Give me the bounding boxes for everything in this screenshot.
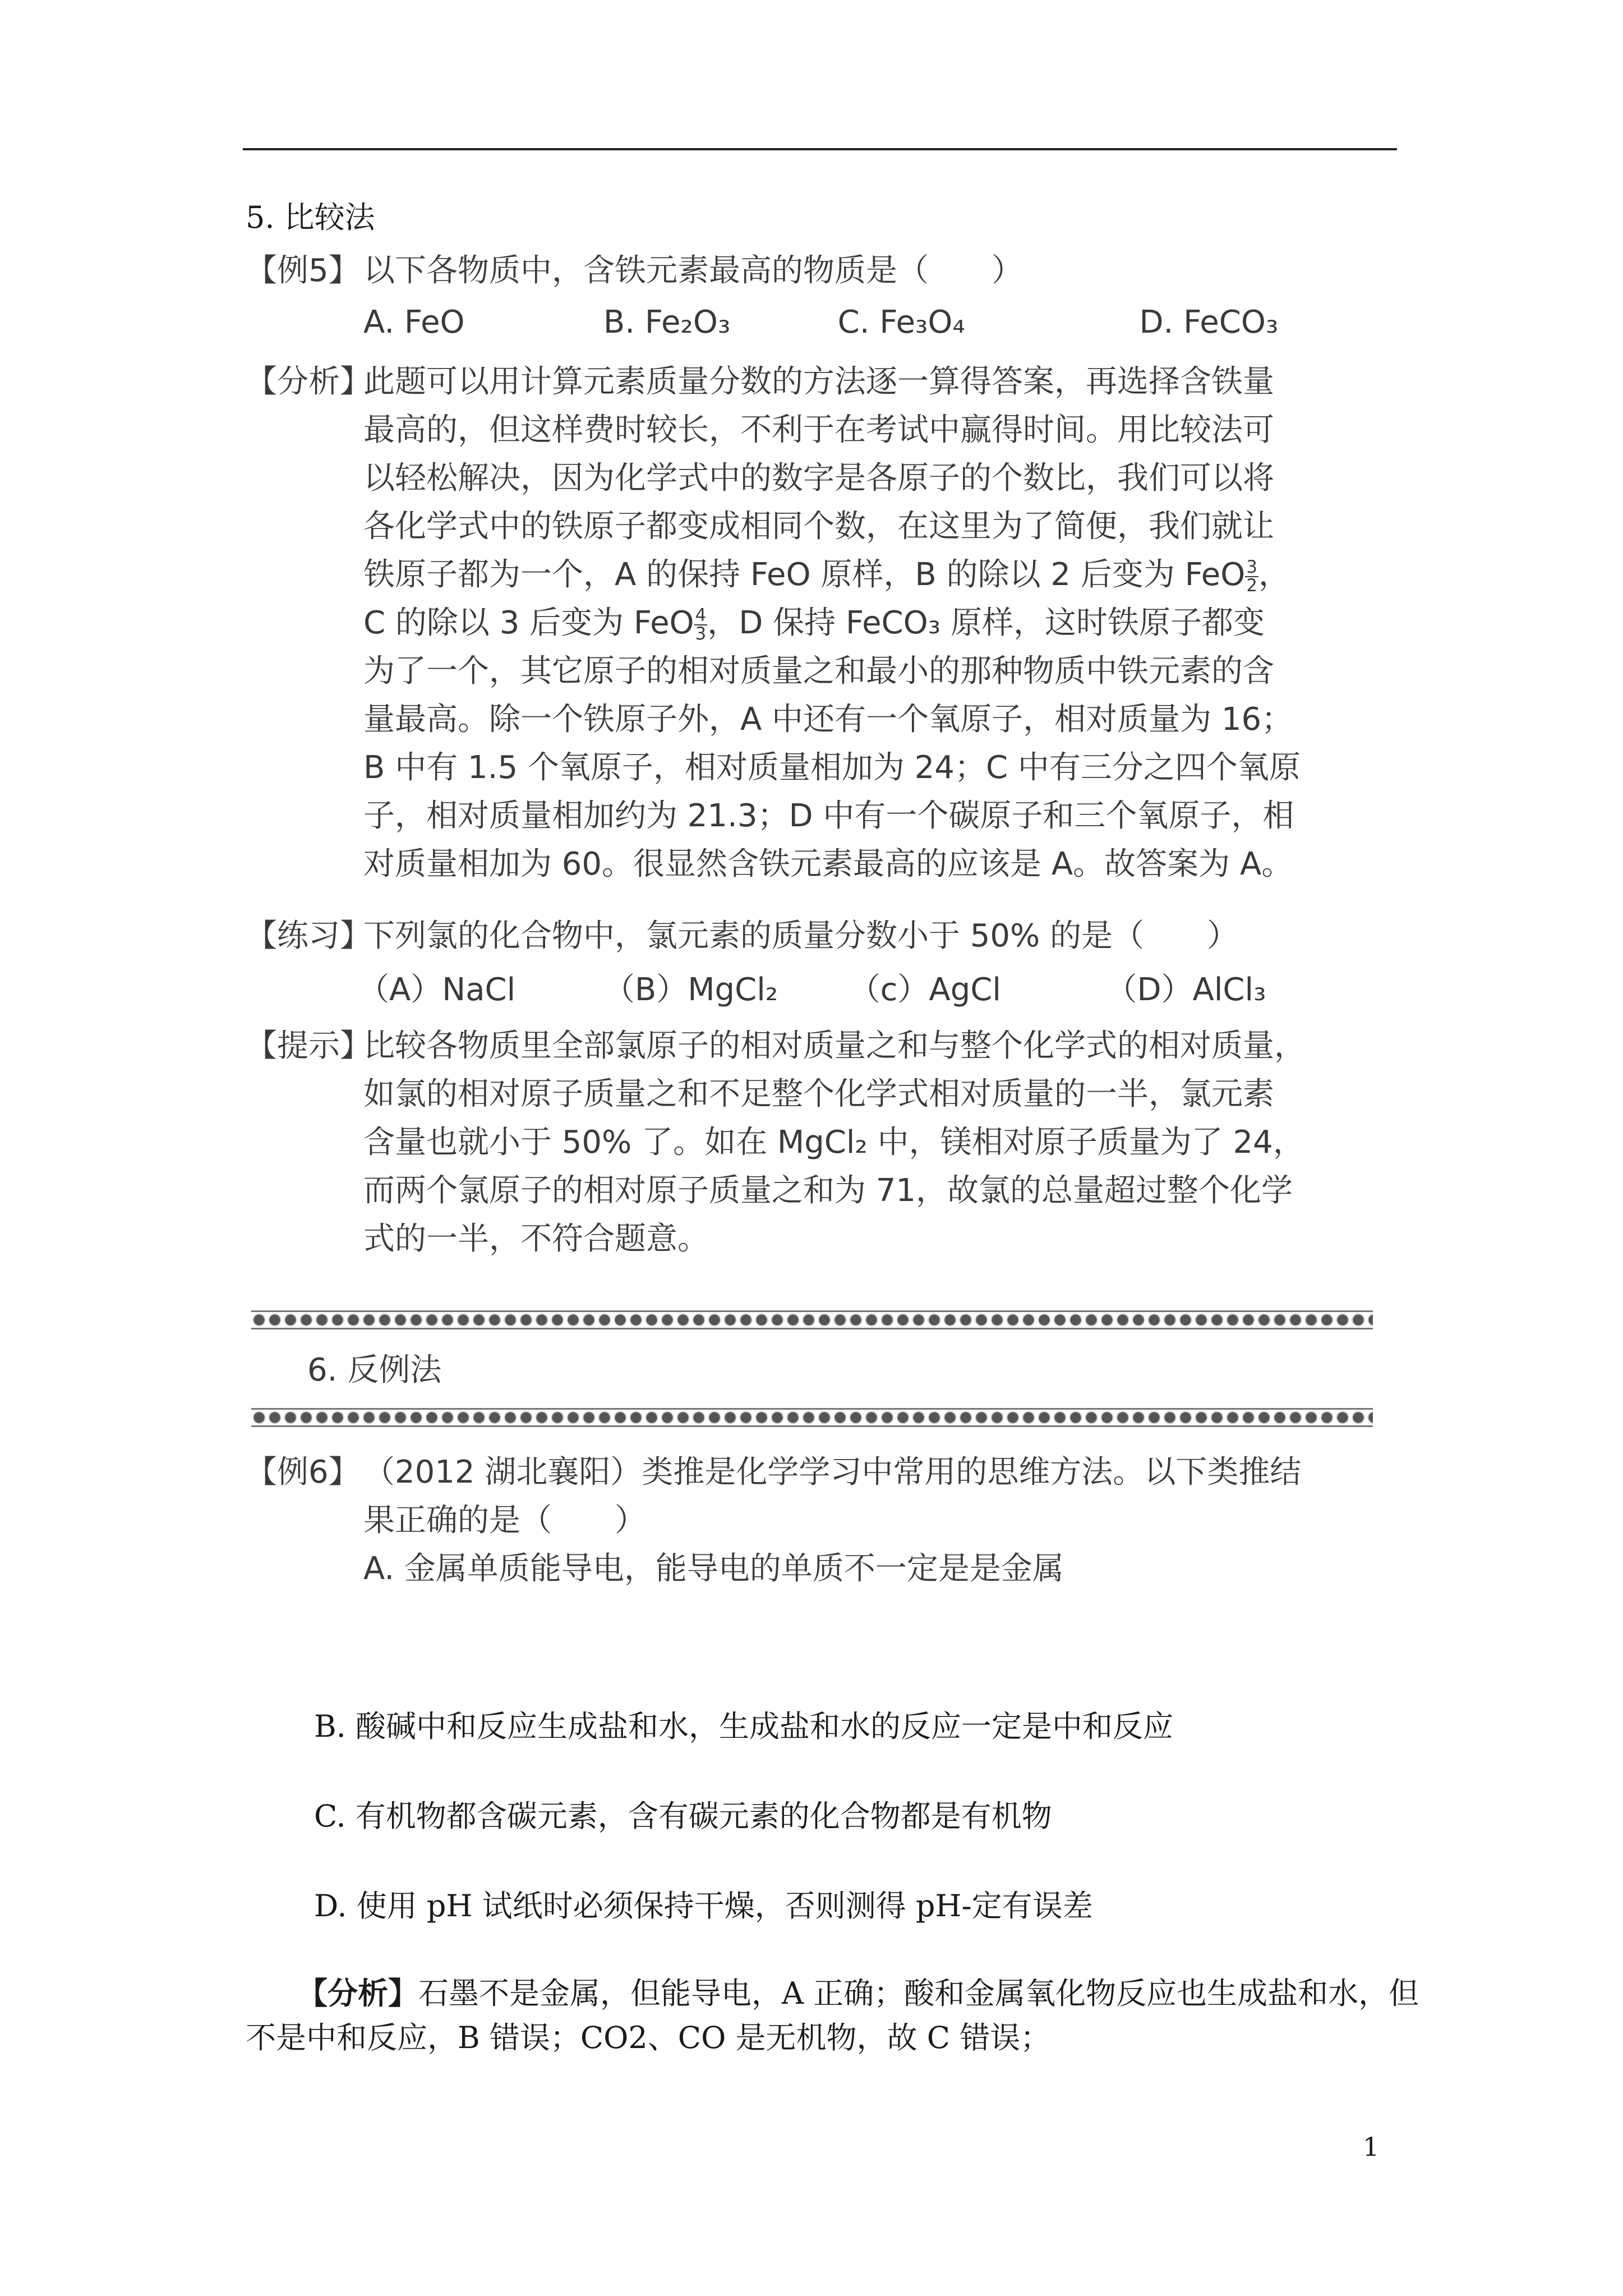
analysis5-line: 为了一个，其它原子的相对质量之和最小的那种物质中铁元素的含 xyxy=(363,653,1274,689)
header-rule xyxy=(243,148,1397,150)
example5-question: 以下各物质中，含铁元素最高的物质是（ ） xyxy=(363,252,1023,289)
hint-line: 而两个氯原子的相对原子质量之和为 71，故氯的总量超过整个化学 xyxy=(363,1172,1293,1209)
fraction-4-3: $\frac{4}{3}$ xyxy=(695,605,707,644)
option-d-typed: D. 使用 pH 试纸时必须保持干燥，否则测得 pH-定有误差 xyxy=(314,1888,1093,1924)
analysis5-line: 对质量相加为 60。很显然含铁元素最高的应该是 A。故答案为 A。 xyxy=(363,846,1293,882)
practice-option-c: （c）AgCl xyxy=(849,972,1001,1008)
example5-tag: 【例5】 xyxy=(246,252,360,289)
option-a: A. FeO xyxy=(363,304,465,341)
analysis5-line: B 中有 1.5 个氧原子，相对质量相加为 24；C 中有三分之四个氧原 xyxy=(363,749,1301,786)
example6-line: A. 金属单质能导电，能导电的单质不一定是是金属 xyxy=(363,1550,1064,1587)
analysis5-line: 各化学式中的铁原子都变成相同个数，在这里为了简便，我们就让 xyxy=(363,508,1274,545)
analysis5-line: 子，相对质量相加约为 21.3；D 中有一个碳原子和三个氧原子，相 xyxy=(363,798,1294,834)
example6-line: （2012 湖北襄阳）类推是化学学习中常用的思维方法。以下类推结 xyxy=(363,1454,1302,1490)
practice-options xyxy=(358,966,1266,1014)
example6-line: 果正确的是（ ） xyxy=(363,1502,646,1539)
decorative-divider-bottom xyxy=(251,1408,1373,1427)
section-heading-5: 5. 比较法 xyxy=(246,200,375,235)
practice-question: 下列氯的化合物中，氯元素的质量分数小于 50% 的是（ ） xyxy=(363,918,1239,954)
example6-tag: 【例6】 xyxy=(246,1454,360,1490)
analysis5-line: 最高的，但这样费时较长，不利于在考试中赢得时间。用比较法可 xyxy=(363,412,1274,448)
hint-body xyxy=(363,1022,1373,1263)
hint-line: 式的一半，不符合题意。 xyxy=(363,1221,709,1257)
analysis5-line: 铁原子都为一个，A 的保持 FeO 原样，B 的除以 2 后变为 FeO $\frac{3}{2}$ ， xyxy=(363,556,1290,596)
option-b-typed: B. 酸碱中和反应生成盐和水，生成盐和水的反应一定是中和反应 xyxy=(314,1709,1174,1744)
analysis6-line2: 不是中和反应，B 错误；CO2、CO 是无机物，故 C 错误； xyxy=(246,2020,1051,2055)
analysis5-line: 此题可以用计算元素质量分数的方法逐一算得答案，再选择含铁量 xyxy=(363,364,1274,400)
option-d: D. FeCO₃ xyxy=(1139,304,1279,341)
example5-options xyxy=(363,298,1278,347)
analysis5-body xyxy=(363,358,1373,889)
option-b: B. Fe₂O₃ xyxy=(603,304,731,341)
hint-tag: 【提示】 xyxy=(246,1028,371,1064)
hint-line: 如氯的相对原子质量之和不足整个化学式相对质量的一半，氯元素 xyxy=(363,1076,1274,1112)
analysis5-line: 量最高。除一个铁原子外，A 中还有一个氧原子，相对质量为 16； xyxy=(363,701,1293,738)
section-heading-6: 6. 反例法 xyxy=(307,1352,442,1388)
practice-tag: 【练习】 xyxy=(246,918,371,954)
analysis5-line: 以轻松解决，因为化学式中的数字是各原子的个数比，我们可以将 xyxy=(363,460,1274,496)
fraction-3-2: $\frac{3}{2}$ xyxy=(1246,556,1257,596)
page-number: 1 xyxy=(1363,2132,1380,2162)
analysis6-line1: 【分析】石墨不是金属，但能导电，A 正确；酸和金属氧化物反应也生成盐和水，但 xyxy=(297,1975,1419,2011)
analysis5-line: C 的除以 3 后变为 FeO $\frac{4}{3}$ ，D 保持 FeCO₃ 原样，这时铁原子都变 xyxy=(363,605,1265,644)
analysis6-tag: 【分析】 xyxy=(297,1975,418,2011)
hint-line: 比较各物质里全部氯原子的相对质量之和与整个化学式的相对质量， xyxy=(363,1028,1306,1064)
example6-body xyxy=(363,1448,1373,1593)
analysis5-tag: 【分析】 xyxy=(246,364,371,400)
practice-option-a: （A）NaCl xyxy=(358,972,516,1008)
decorative-divider-top xyxy=(251,1310,1373,1329)
option-c-typed: C. 有机物都含碳元素，含有碳元素的化合物都是有机物 xyxy=(314,1798,1052,1834)
practice-option-b: （B）MgCl₂ xyxy=(603,972,778,1008)
hint-line: 含量也就小于 50% 了。如在 MgCl₂ 中，镁相对原子质量为了 24， xyxy=(363,1124,1304,1161)
practice-option-d: （D）AlCl₃ xyxy=(1105,972,1266,1008)
option-c: C. Fe₃O₄ xyxy=(837,304,965,341)
